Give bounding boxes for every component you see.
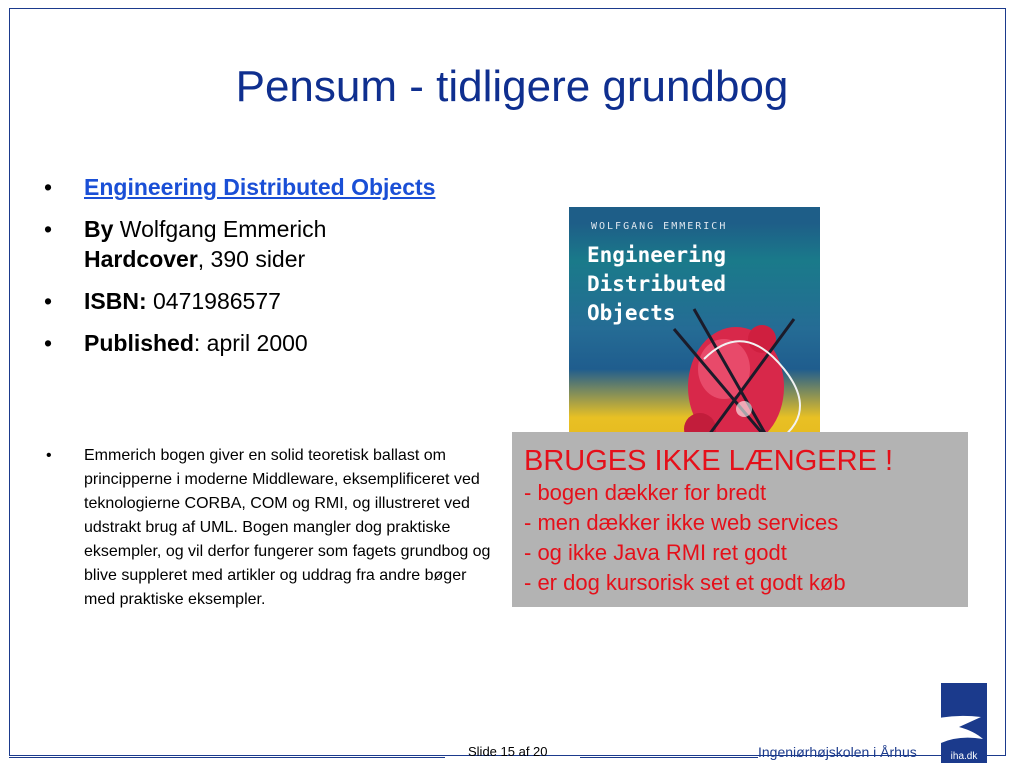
- notice-line: - er dog kursorisk set et godt køb: [524, 570, 846, 595]
- notice-line: - og ikke Java RMI ret godt: [524, 540, 787, 565]
- book-details-list: [40, 172, 460, 370]
- cover-title-line-3: Objects: [587, 301, 676, 325]
- format-label: Hardcover: [84, 246, 198, 272]
- bullet-book-title: [40, 172, 460, 202]
- description-text: • Emmerich bogen giver en solid teoretisk ballast om principperne i moderne Middleware, eksemplificeret ved teknologierne CORBA, COM og RMI, og illustreret ved udstrakt brug af UML. Bogen mangler dog praktiske eksempler, og vil derfor fungerer som fagets grundbog og blive suppleret med artikler og uddrag fra andre bøger med praktiske eksempler.: [40, 444, 495, 612]
- cover-title-line-1: Engineering: [587, 243, 727, 267]
- footer-divider-right: [580, 757, 758, 758]
- author-name: Wolfgang Emmerich: [113, 216, 327, 242]
- by-label: By: [84, 216, 114, 242]
- published-value: : april 2000: [193, 330, 308, 356]
- bullet-isbn: [40, 286, 460, 316]
- isbn-value: 0471986577: [146, 288, 281, 314]
- bullet-author: [40, 214, 460, 274]
- slide-title: Pensum - tidligere grundbog: [235, 62, 789, 111]
- description-list: [40, 444, 495, 612]
- iha-logo: [919, 683, 987, 763]
- book-title-link[interactable]: Engineering Distributed Objects: [84, 174, 436, 200]
- logo-text: iha.dk: [950, 751, 978, 762]
- isbn-label: ISBN:: [84, 288, 147, 314]
- school-name: Ingeniørhøjskolen i Århus: [758, 744, 917, 760]
- cover-author: WOLFGANG EMMERICH: [591, 221, 728, 232]
- notice-headline: BRUGES IKKE LÆNGERE !: [524, 445, 894, 477]
- slide-frame: [9, 8, 1006, 756]
- notice-line: - bogen dækker for bredt: [524, 480, 767, 505]
- published-label: Published: [84, 330, 194, 356]
- notice-box: [512, 432, 968, 607]
- notice-line: - men dækker ikke web services: [524, 510, 839, 535]
- bullet-published: [40, 328, 460, 358]
- slide-number: Slide 15 af 20: [468, 744, 548, 759]
- footer-divider-left: [9, 757, 445, 758]
- cover-title-line-2: Distributed: [587, 272, 727, 296]
- format-pages: , 390 sider: [197, 246, 306, 272]
